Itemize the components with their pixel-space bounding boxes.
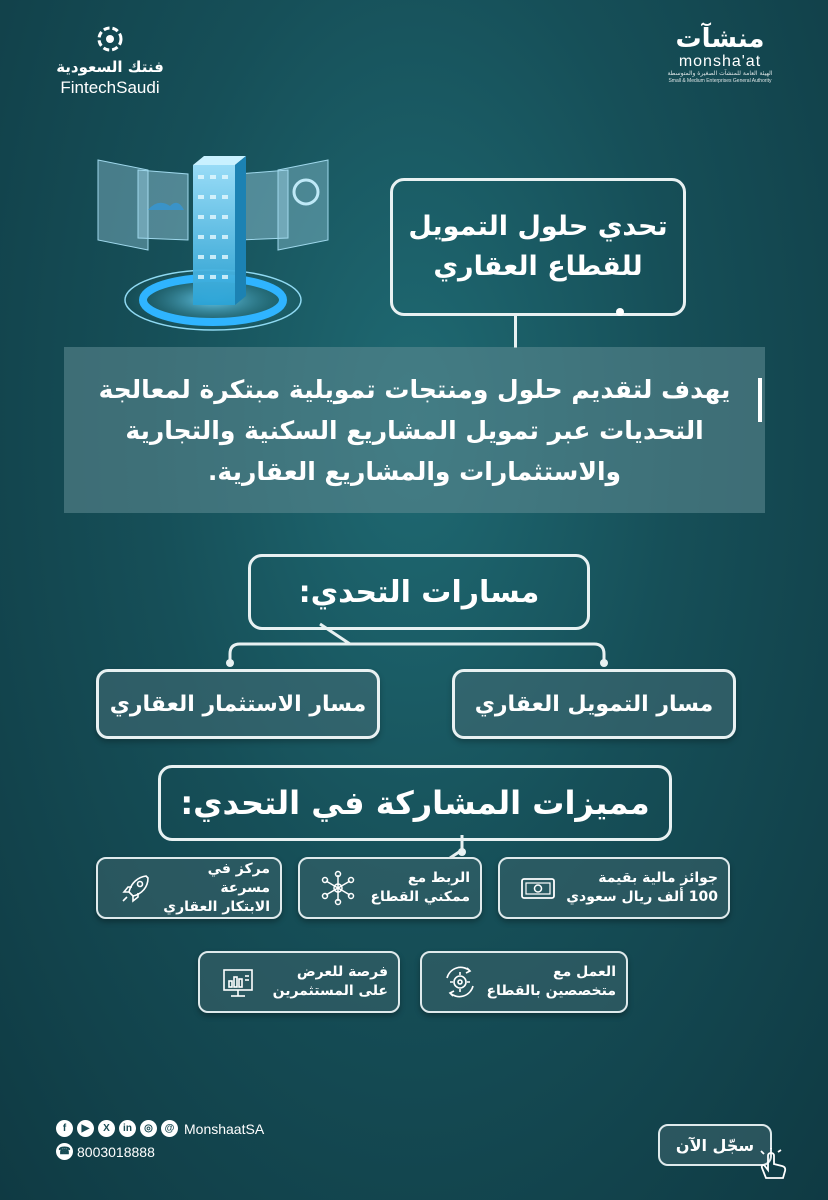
fintech-saudi-logo [50,24,170,104]
feature-networking-line2: ممكني القطاع [370,889,470,905]
social-links [56,1120,264,1137]
feature-pitch [198,951,400,1013]
feature-accelerator-line1: مركز في مسرعة [207,860,270,896]
monshaat-name-ar: منشآت [675,24,765,54]
feature-pitch-line2: على المستثمرين [272,983,388,999]
challenge-title-box [390,178,686,316]
features-heading: مميزات المشاركة في التحدي: [180,784,650,822]
fintech-name-ar: فنتك السعودية [56,58,164,76]
youtube-icon[interactable]: ▶ [77,1120,94,1137]
description-accent-bar [758,378,762,422]
feature-experts-line2: متخصصين بالقطاع [486,983,616,999]
feature-networking-line1: الربط مع [407,870,470,886]
title-connector-dot [616,308,624,316]
feature-prizes-line1: جوائز مالية بقيمة [598,870,718,886]
monshaat-subtitle-ar: الهيئة العامة للمنشآت الصغيرة والمتوسطة [667,70,773,77]
presentation-icon [218,962,258,1002]
building-hologram-illustration [88,140,338,340]
social-handle[interactable]: MonshaatSA [184,1120,265,1137]
phone-contact [56,1143,155,1160]
threads-icon[interactable]: @ [161,1120,178,1137]
description-line1: يهدف لتقديم حلول ومنتجات تمويلية مبتكرة لمعالجة [98,374,731,404]
x-twitter-icon[interactable]: X [98,1120,115,1137]
fintech-logo-icon [95,24,125,54]
challenge-title-line1: تحدي حلول التمويل [408,211,668,242]
pointer-hand-icon [756,1148,792,1182]
challenge-title-line2: للقطاع العقاري [433,251,643,282]
feature-pitch-line1: فرصة للعرض [296,964,388,980]
feature-experts [420,951,628,1013]
track-real-estate-finance [452,669,736,739]
fintech-name-en: FintechSaudi [60,78,160,97]
instagram-icon[interactable]: ◎ [140,1120,157,1137]
track-real-estate-investment [96,669,380,739]
description-banner [64,347,765,513]
monshaat-name-en: monsha'at [678,53,762,70]
rocket-icon [116,868,156,908]
description-line3: والاستثمارات والمشاريع العقارية. [207,456,622,486]
feature-accelerator [96,857,282,919]
feature-accelerator-line2: الابتكار العقاري [163,898,270,915]
register-now-button[interactable] [658,1124,772,1166]
feature-prizes [498,857,730,919]
description-line2: التحديات عبر تمويل المشاريع السكنية والتجارية [125,415,704,445]
monshaat-logo [650,24,790,104]
linkedin-icon[interactable]: in [119,1120,136,1137]
track-investment-label: مسار الاستثمار العقاري [109,691,367,717]
title-connector-line [514,314,517,348]
tracks-heading-box [248,554,590,630]
facebook-icon[interactable]: f [56,1120,73,1137]
register-now-label: سجّل الآن [675,1135,755,1155]
track-finance-label: مسار التمويل العقاري [474,691,714,717]
phone-icon: ☎ [56,1143,73,1160]
gear-cycle-icon [440,962,480,1002]
feature-networking [298,857,482,919]
phone-number[interactable]: 8003018888 [77,1143,155,1160]
cash-icon [518,868,558,908]
tracks-heading: مسارات التحدي: [298,574,540,610]
feature-experts-line1: العمل مع [553,964,616,980]
features-heading-box [158,765,672,841]
feature-prizes-line2: 100 ألف ريال سعودي [566,889,718,905]
network-icon [318,868,358,908]
monshaat-subtitle-en: Small & Medium Enterprises General Authority [668,78,772,84]
